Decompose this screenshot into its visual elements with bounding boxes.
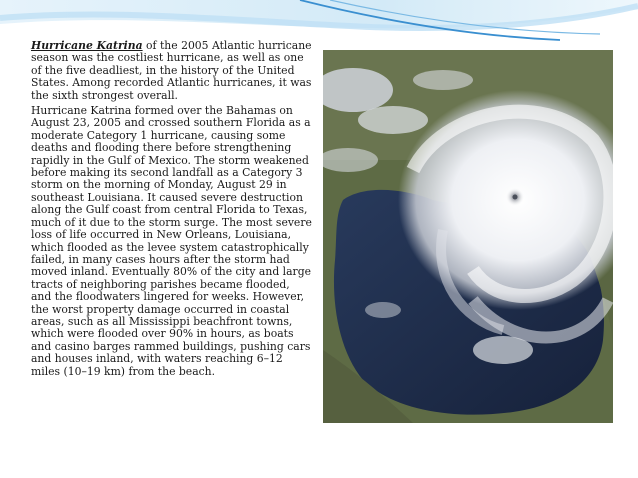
slide-text	[31, 40, 313, 381]
intro-paragraph	[31, 40, 313, 102]
body-paragraph: Hurricane Katrina formed over the Bahamas on August 23, 2005 and crossed southern Florida as a moderate Category 1 hurricane, causing some deaths and flooding there before strengthening rapidly in the Gulf of Mexico. The storm weakened before making its second landfall as a Category 3 storm on the morning of Monday, August 29 in southeast Louisiana. It caused severe destruction along the Gulf coast from central Florida to Texas, much of it due to the storm surge. The most severe loss of life occurred in New Orleans, Louisiana, which flooded as the levee system catastrophically failed, in many cases hours after the storm had moved inland. Eventually 80% of the city and large tracts of neighboring parishes became flooded, and the floodwaters lingered for weeks. However, the worst property damage occurred in coastal areas, such as all Mississippi beachfront towns, which were flooded over 90% in hours, as boats and casino barges rammed buildings, pushing cars and houses inland, with waters reaching 6–12 miles (10–19 km) from the beach.	[31, 104, 312, 378]
intro-text: of the 2005 Atlantic hurricane season was the costliest hurricane, as well as one of the five deadliest, in the history of the United States. Among recorded Atlantic hurricanes, it was the sixth strongest overall.	[31, 39, 312, 102]
hurricane-satellite-image	[323, 50, 613, 423]
hurricane-katrina-link[interactable]: Hurricane Katrina	[31, 39, 143, 52]
